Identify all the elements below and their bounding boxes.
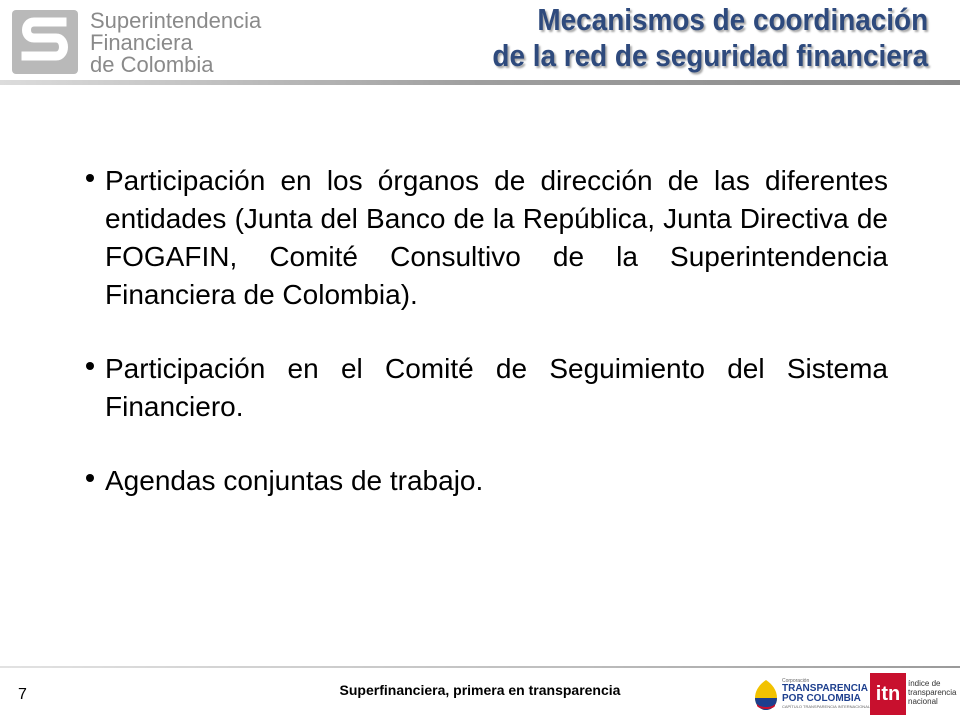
tpc-sub-label: CAPÍTULO TRANSPARENCIA INTERNACIONAL (782, 704, 871, 709)
bullet-text: Participación en el Comité de Seguimiento del Sistema Financiero. (105, 353, 888, 422)
transparencia-shield-icon (752, 678, 780, 712)
page-number: 7 (18, 686, 27, 703)
bullet-list (86, 162, 888, 536)
bullet-item (86, 462, 888, 500)
tpc-line-2: POR COLOMBIA (782, 693, 861, 704)
bullet-item (86, 162, 888, 314)
itn-line-2: transparencia (908, 688, 957, 697)
bullet-dot-icon (86, 474, 94, 482)
header-divider (0, 80, 960, 85)
transparencia-por-colombia-logo (752, 674, 871, 716)
itn-mark: itn (870, 673, 906, 715)
bullet-text: Agendas conjuntas de trabajo. (105, 465, 484, 496)
tpc-line-1: TRANSPARENCIA (782, 683, 868, 694)
footer-slogan: Superfinanciera, primera en transparencia (339, 682, 621, 698)
superfinanciera-logo (12, 8, 262, 78)
logo-line-1: Superintendencia (90, 8, 262, 33)
logo-line-2: Financiera (90, 30, 193, 55)
title-line-1: Mecanismos de coordinación (537, 2, 928, 37)
bullet-item (86, 350, 888, 426)
footer-divider (0, 666, 960, 668)
logo-line-3: de Colombia (90, 52, 214, 77)
bullet-dot-icon (86, 362, 94, 370)
superfinanciera-logo-mark (12, 10, 78, 74)
page-title (492, 2, 928, 74)
itn-line-1: índice de (908, 679, 941, 688)
bullet-dot-icon (86, 174, 94, 182)
itn-line-3: nacional (908, 697, 938, 706)
bullet-text: Participación en los órganos de dirección de las diferentes entidades (Junta del Banco de la República, Junta Directiva de FOGAFIN, Comité Consultivo de la Superintendencia Financiera de Colombia). (105, 165, 888, 310)
itn-logo (870, 673, 956, 715)
tpc-small-label: Corporación (782, 678, 810, 684)
title-line-2: de la red de seguridad financiera (492, 38, 928, 73)
